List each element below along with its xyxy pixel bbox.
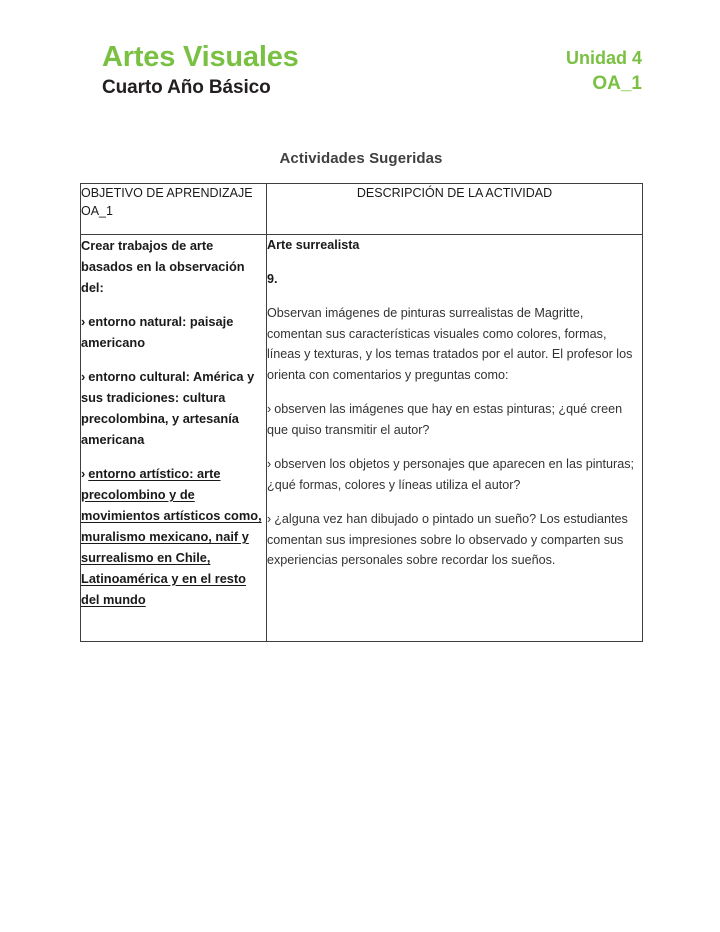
- objective-bullet-2-text: entorno cultural: América y sus tradiciones: cultura precolombina, y artesanía americana: [81, 369, 255, 447]
- objective-bullet-1: [81, 311, 266, 353]
- bullet-marker-icon: ›: [267, 457, 272, 471]
- suggested-activities-table: [80, 183, 643, 642]
- column-header-description: DESCRIPCIÓN DE LA ACTIVIDAD: [267, 184, 643, 235]
- activity-bullet-3-text: ¿alguna vez han dibujado o pintado un sueño? Los estudiantes comentan sus impresiones sobre lo observado y comparten sus experiencias personales sobre recordar los sueños.: [267, 512, 628, 567]
- table-header-row: [81, 184, 643, 235]
- section-title: Actividades Sugeridas: [279, 150, 443, 167]
- objective-bullet-3-text: entorno artístico: arte precolombino y de movimientos artísticos como, muralismo mexicano, naif y surrealismo en Chile, Latinoamérica y en el resto del mundo: [81, 466, 262, 607]
- activity-number: 9.: [267, 272, 278, 286]
- activity-intro-paragraph: Observan imágenes de pinturas surrealistas de Magritte, comentan sus características visuales como colores, formas, líneas y texturas, y los temas tratados por el autor. El profesor los orienta con comentarios y preguntas como:: [267, 306, 633, 382]
- grade-title: Cuarto Año Básico: [102, 77, 271, 98]
- description-cell: [267, 235, 643, 642]
- bullet-marker-icon: ›: [81, 369, 86, 384]
- bullet-marker-icon: ›: [267, 402, 272, 416]
- activity-bullet-2-text: observen los objetos y personajes que aparecen en las pinturas; ¿qué formas, colores y líneas utiliza el autor?: [267, 457, 635, 492]
- activity-bullet-1: [267, 399, 642, 440]
- activity-title: Arte surrealista: [267, 238, 360, 252]
- activity-bullet-2: [267, 454, 642, 495]
- activity-bullet-1-text: observen las imágenes que hay en estas pinturas; ¿qué creen que quiso transmitir el autor?: [267, 402, 623, 437]
- objective-intro: Crear trabajos de arte basados en la observación del:: [81, 238, 245, 295]
- oa-code-label: OA_1: [592, 73, 642, 94]
- bullet-marker-icon: ›: [81, 466, 86, 481]
- objective-cell: [81, 235, 267, 642]
- table-head: [81, 184, 643, 235]
- unit-label: Unidad 4: [565, 48, 642, 68]
- objective-bullet-2: [81, 366, 266, 450]
- document-header: [80, 40, 642, 112]
- subject-title: Artes Visuales: [102, 41, 299, 73]
- objective-bullet-1-text: entorno natural: paisaje americano: [81, 314, 234, 350]
- bullet-marker-icon: ›: [267, 512, 272, 526]
- objective-bullet-3: [81, 463, 266, 610]
- table-row: [81, 235, 643, 642]
- table-body: [81, 235, 643, 642]
- bullet-marker-icon: ›: [81, 314, 86, 329]
- activity-bullet-3: [267, 509, 642, 571]
- column-header-objective: OBJETIVO DE APRENDIZAJE OA_1: [81, 184, 267, 235]
- header-right-group: [566, 46, 642, 97]
- header-left-group: [102, 40, 299, 100]
